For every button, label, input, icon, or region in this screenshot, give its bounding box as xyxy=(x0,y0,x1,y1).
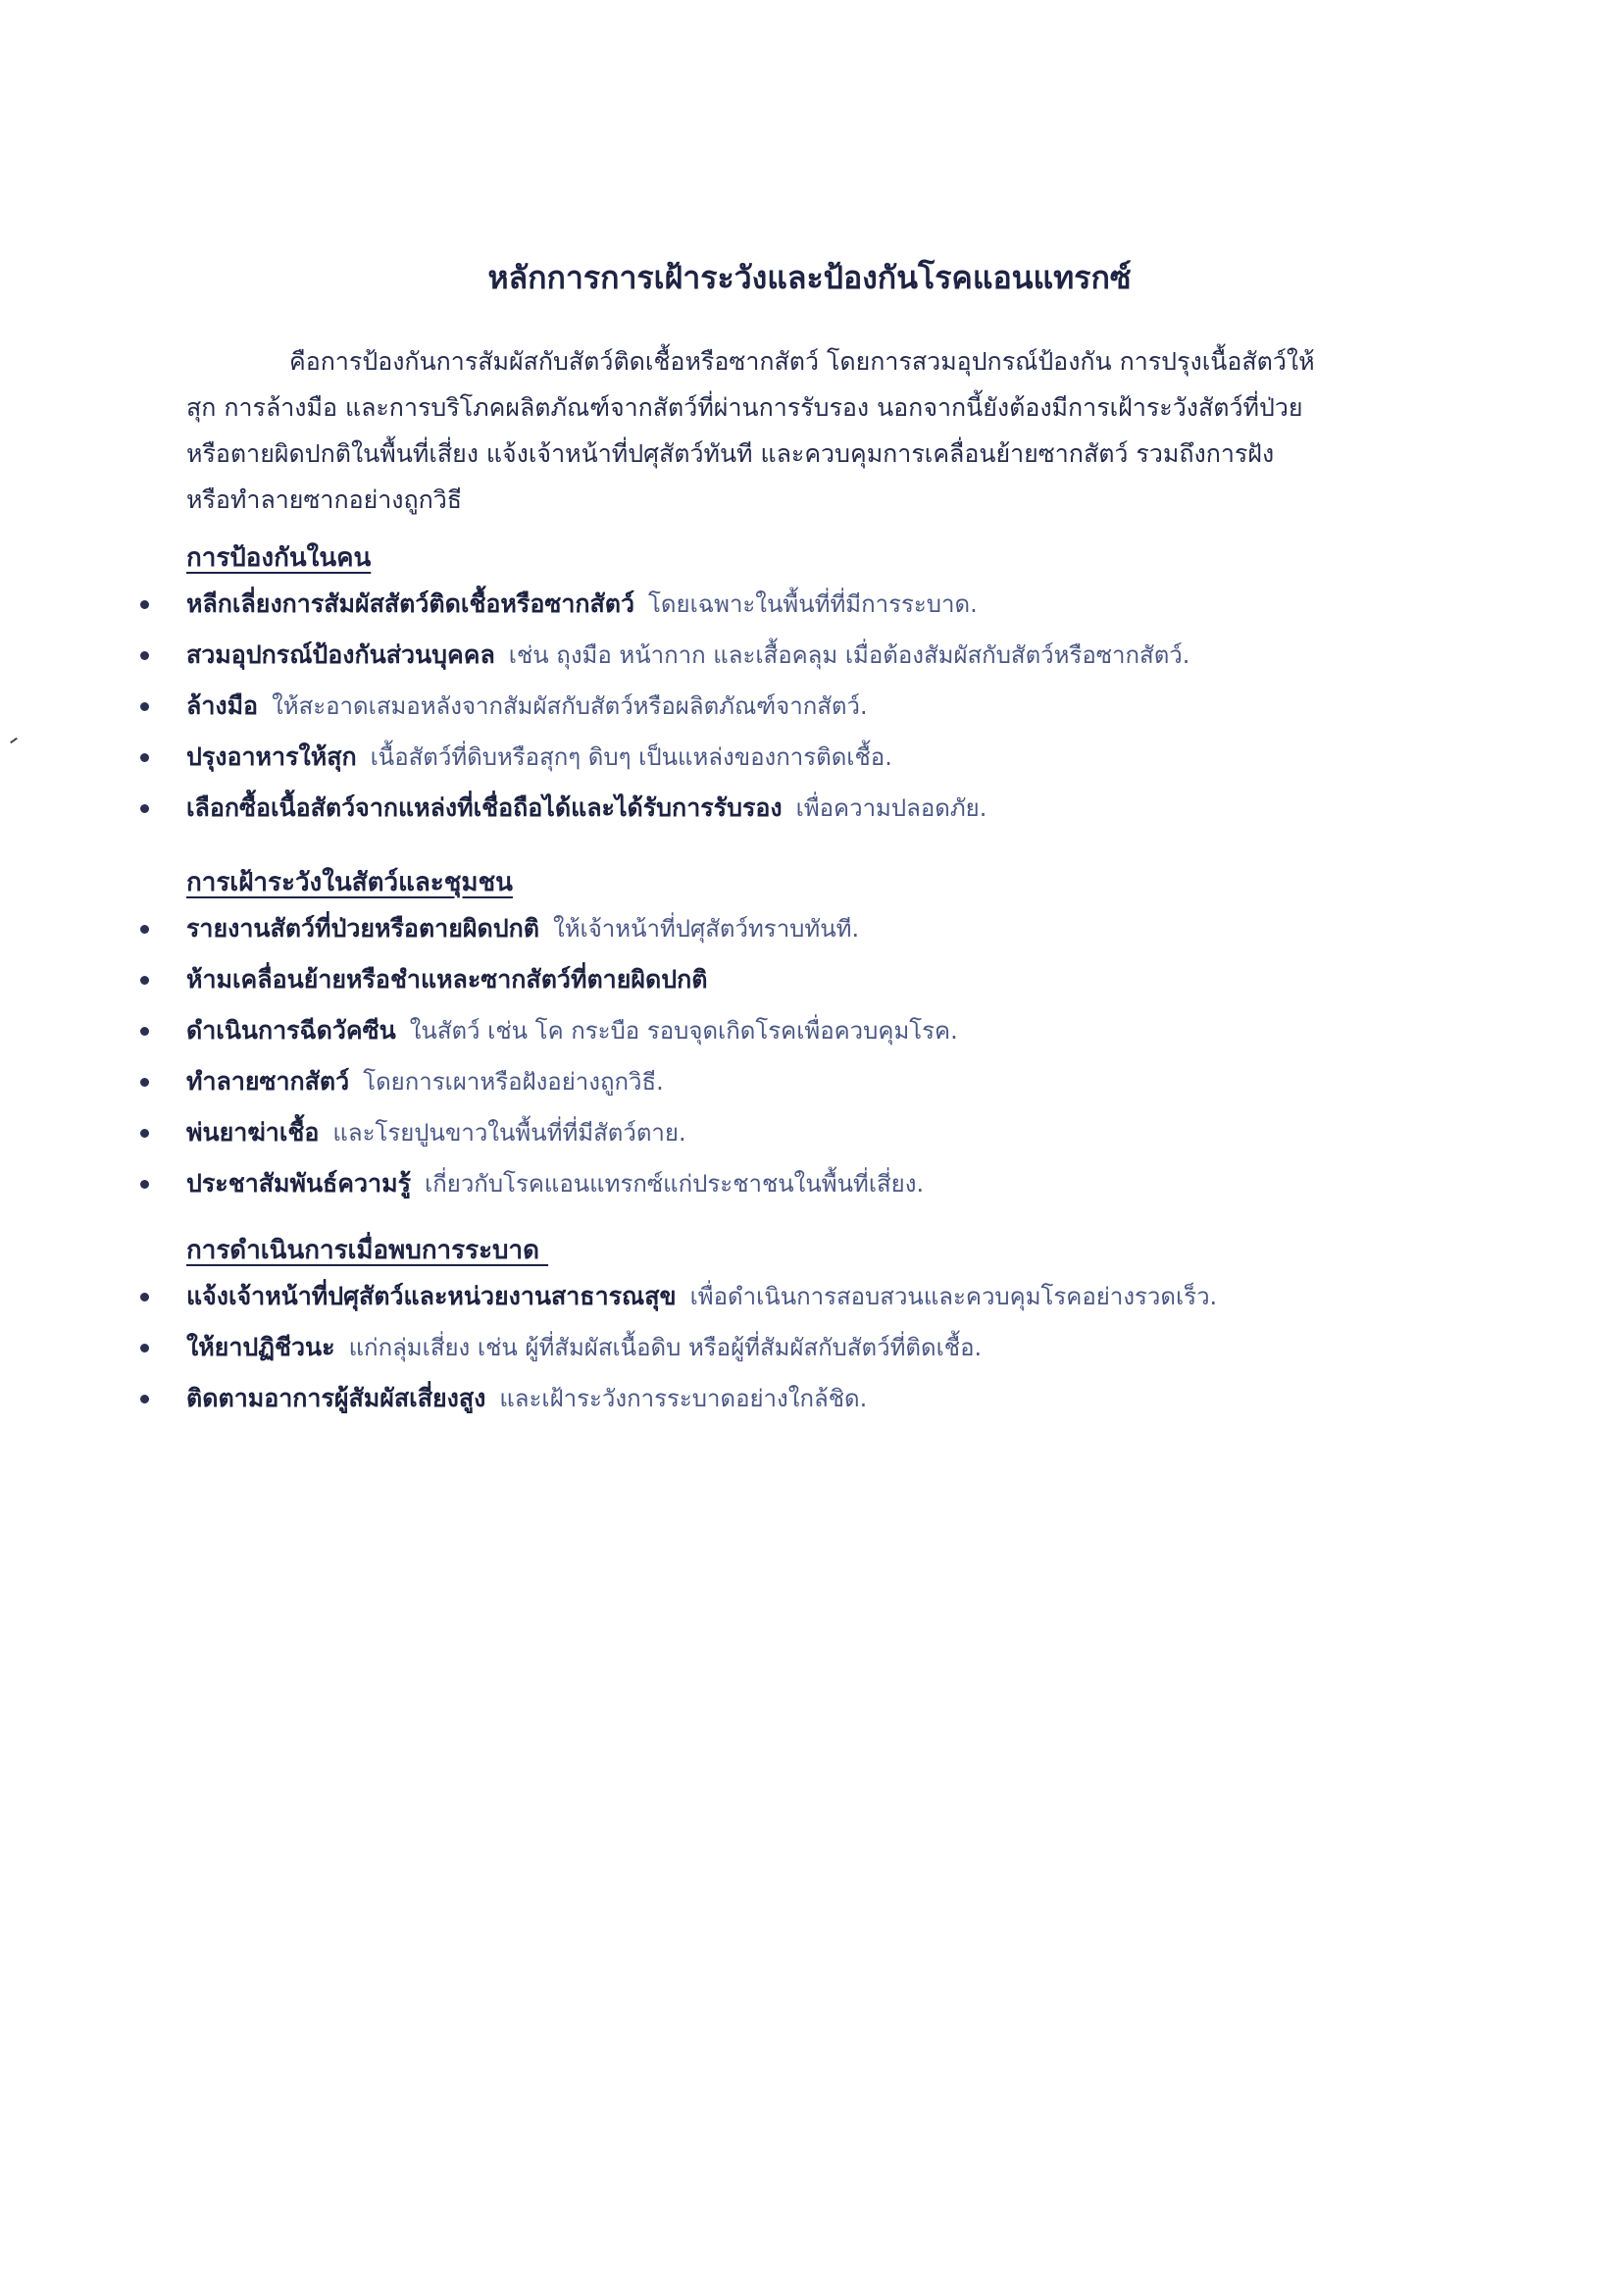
list-item xyxy=(186,783,1461,834)
list-item xyxy=(186,954,1461,1005)
intro-line: หรือตายผิดปกติในพื้นที่เสี่ยง แจ้งเจ้าหน้าที่ปศุสัตว์ทันที และควบคุมการเคลื่อนย้ายซากสัตว์ รวมถึงการฝัง xyxy=(186,439,1275,468)
item-heading: สวมอุปกรณ์ป้องกันส่วนบุคคล xyxy=(186,640,495,669)
item-text: เช่น ถุงมือ หน้ากาก และเสื้อคลุม เมื่อต้องสัมผัสกับสัตว์หรือซากสัตว์. xyxy=(508,641,1190,669)
list-item xyxy=(186,681,1461,732)
bullet-icon xyxy=(140,753,149,762)
item-text: ให้สะอาดเสมอหลังจากสัมผัสกับสัตว์หรือผลิตภัณฑ์จากสัตว์. xyxy=(272,692,868,720)
item-text: เกี่ยวกับโรคแอนแทรกซ์แก่ประชาชนในพื้นที่เสี่ยง. xyxy=(425,1170,925,1198)
item-heading: พ่นยาฆ่าเชื้อ xyxy=(186,1118,320,1147)
document-title: หลักการการเฝ้าระวังและป้องกันโรคแอนแทรกซ์ xyxy=(487,259,1132,296)
list-item xyxy=(186,903,1461,954)
list-item xyxy=(186,1005,1461,1056)
item-text: เพื่อความปลอดภัย. xyxy=(795,794,987,822)
item-heading: หลีกเลี่ยงการสัมผัสสัตว์ติดเชื้อหรือซากสัตว์ xyxy=(186,589,635,618)
list-item xyxy=(186,1056,1461,1107)
bullet-list xyxy=(186,579,1461,834)
bullet-icon xyxy=(140,925,149,934)
list-item xyxy=(186,1107,1461,1158)
item-heading: ดำเนินการฉีดวัคซีน xyxy=(186,1016,396,1045)
bullet-list xyxy=(186,903,1461,1209)
item-heading: รายงานสัตว์ที่ป่วยหรือตายผิดปกติ xyxy=(186,914,539,943)
intro-line: หรือทำลายซากอย่างถูกวิธี xyxy=(186,485,463,514)
bullet-icon xyxy=(140,1078,149,1087)
item-heading: ปรุงอาหารให้สุก xyxy=(186,742,357,771)
item-text: และโรยปูนขาวในพื้นที่ที่มีสัตว์ตาย. xyxy=(332,1119,686,1147)
section-outbreak-response xyxy=(186,1230,1461,1424)
item-text: เนื้อสัตว์ที่ดิบหรือสุกๆ ดิบๆ เป็นแหล่งของการติดเชื้อ. xyxy=(370,743,892,771)
item-text: แก่กลุ่มเสี่ยง เช่น ผู้ที่สัมผัสเนื้อดิบ หรือผู้ที่สัมผัสกับสัตว์ที่ติดเชื้อ. xyxy=(348,1334,983,1361)
bullet-icon xyxy=(140,1293,149,1301)
list-item xyxy=(186,1373,1461,1424)
bullet-icon xyxy=(140,1180,149,1189)
list-item xyxy=(186,732,1461,783)
list-item xyxy=(186,1271,1461,1322)
list-item xyxy=(186,630,1461,681)
bullet-icon xyxy=(140,702,149,711)
bullet-icon xyxy=(140,976,149,985)
bullet-list xyxy=(186,1271,1461,1424)
item-text: โดยการเผาหรือฝังอย่างถูกวิธี. xyxy=(363,1068,664,1096)
item-text: และเฝ้าระวังการระบาดอย่างใกล้ชิด. xyxy=(499,1385,868,1412)
list-item xyxy=(186,1322,1461,1373)
bullet-icon xyxy=(140,1027,149,1036)
bullet-icon xyxy=(140,1344,149,1352)
item-text: ในสัตว์ เช่น โค กระบือ รอบจุดเกิดโรคเพื่อควบคุมโรค. xyxy=(409,1017,958,1045)
item-heading: แจ้งเจ้าหน้าที่ปศุสัตว์และหน่วยงานสาธารณสุข xyxy=(186,1282,677,1310)
section-heading: การป้องกันในคน xyxy=(186,543,372,573)
intro-paragraph xyxy=(186,338,1422,523)
section-heading: การเฝ้าระวังในสัตว์และชุมชน xyxy=(186,868,513,897)
list-item xyxy=(186,1158,1461,1209)
item-heading: ให้ยาปฏิชีวนะ xyxy=(186,1333,335,1361)
section-heading: การดำเนินการเมื่อพบการระบาด xyxy=(186,1236,549,1265)
section-human-prevention xyxy=(186,537,1461,834)
bullet-icon xyxy=(140,1395,149,1403)
bullet-icon xyxy=(140,1129,149,1138)
scan-mark xyxy=(10,738,18,743)
bullet-icon xyxy=(140,600,149,609)
item-heading: ห้ามเคลื่อนย้ายหรือชำแหละซากสัตว์ที่ตายผิดปกติ xyxy=(186,965,708,994)
item-heading: เลือกซื้อเนื้อสัตว์จากแหล่งที่เชื่อถือได้และได้รับการรับรอง xyxy=(186,793,783,822)
item-text: ให้เจ้าหน้าที่ปศุสัตว์ทราบทันที. xyxy=(553,915,860,943)
item-text: เพื่อดำเนินการสอบสวนและควบคุมโรคอย่างรวดเร็ว. xyxy=(689,1283,1218,1310)
item-heading: ทำลายซากสัตว์ xyxy=(186,1067,350,1096)
item-heading: ติดตามอาการผู้สัมผัสเสี่ยงสูง xyxy=(186,1384,486,1412)
item-text: โดยเฉพาะในพื้นที่ที่มีการระบาด. xyxy=(648,590,978,618)
intro-line: คือการป้องกันการสัมผัสกับสัตว์ติดเชื้อหรือซากสัตว์ โดยการสวมอุปกรณ์ป้องกัน การปรุงเนื้อสัตว์ให้ xyxy=(289,347,1315,376)
section-animal-surveillance xyxy=(186,862,1461,1209)
list-item xyxy=(186,579,1461,630)
bullet-icon xyxy=(140,804,149,813)
bullet-icon xyxy=(140,651,149,660)
item-heading: ล้างมือ xyxy=(186,691,259,720)
intro-line: สุก การล้างมือ และการบริโภคผลิตภัณฑ์จากสัตว์ที่ผ่านการรับรอง นอกจากนี้ยังต้องมีการเฝ้าระวังสัตว์ที่ป่วย xyxy=(186,393,1303,422)
item-heading: ประชาสัมพันธ์ความรู้ xyxy=(186,1169,412,1198)
